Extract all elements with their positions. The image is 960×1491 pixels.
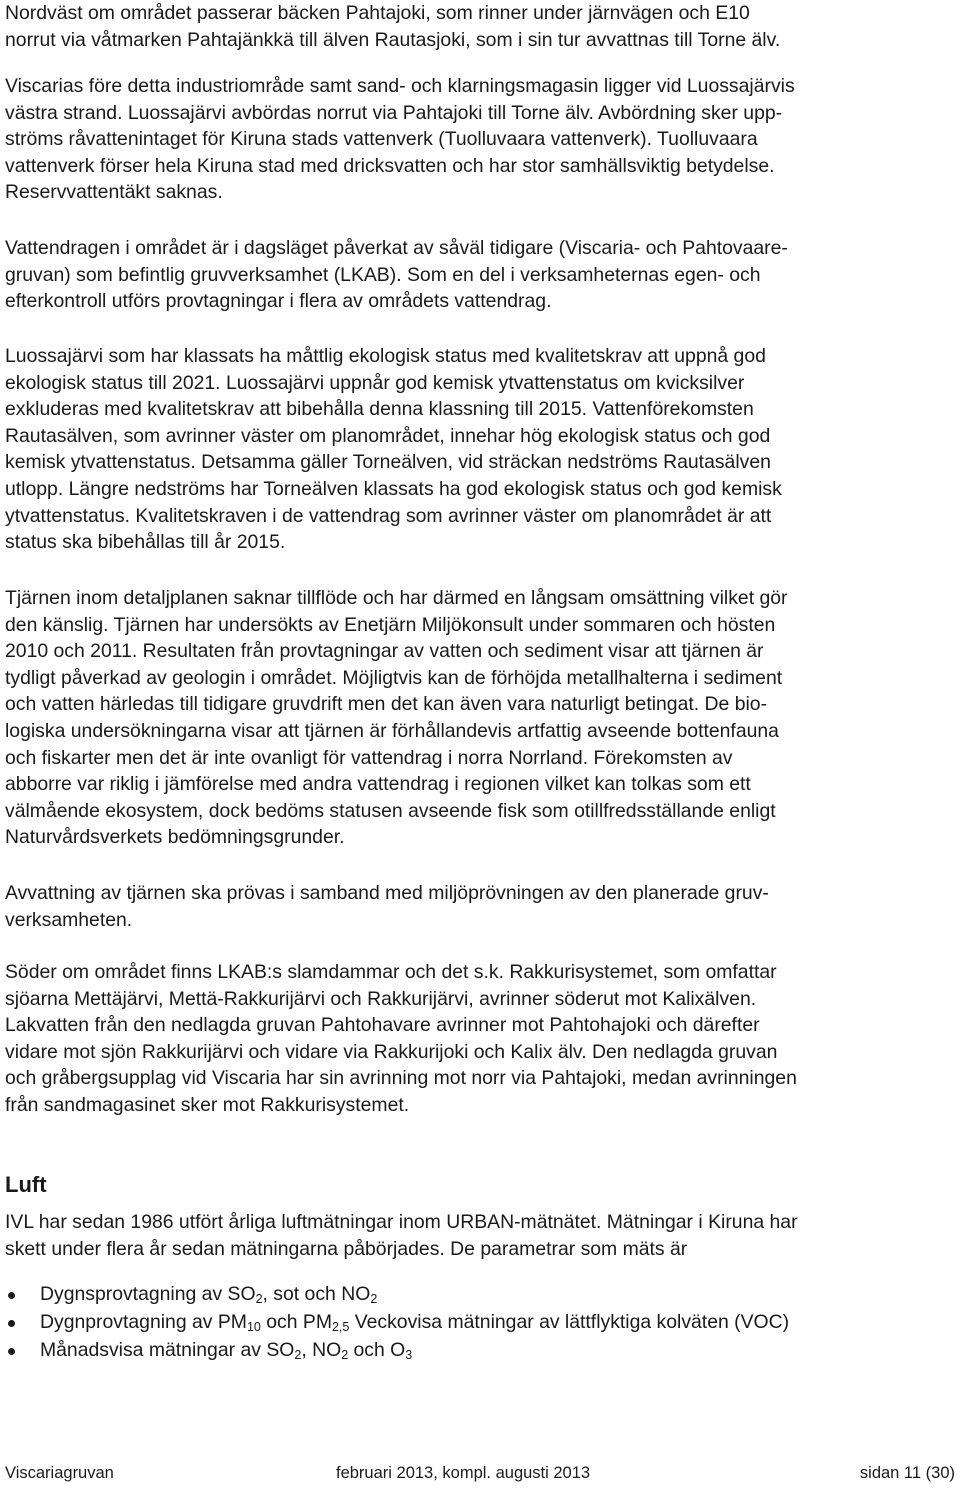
text-line: Nordväst om området passerar bäcken Pahtajoki, som rinner under järnvägen och E10 (5, 2, 750, 24)
text-line: kemisk ytvattenstatus. Detsamma gäller Torneälven, vid sträckan nedströms Rautasälven (5, 451, 771, 474)
footer-date: februari 2013, kompl. augusti 2013 (336, 1464, 591, 1482)
text-line: status ska bibehållas till år 2015. (5, 531, 286, 554)
bullet-icon (8, 1348, 15, 1355)
paragraph-pond (5, 585, 955, 851)
text-line: och fiskarter men det är inte ovanligt för vattendrag i norra Norrland. Förekomsten av (5, 746, 733, 769)
bullet-icon (8, 1292, 15, 1299)
text-line: västra strand. Luossajärvi avbördas norrut via Pahtajoki till Torne älv. Avbördning sker upp- (5, 101, 783, 124)
text-line: från sandmagasinet sker mot Rakkurisystemet. (5, 1093, 410, 1116)
text-line: Naturvårdsverkets bedömningsgrunder. (5, 826, 345, 849)
text-line: IVL har sedan 1986 utfört årliga luftmätningar inom URBAN-mätnätet. Mätningar i Kiruna har (5, 1211, 798, 1233)
text-line: ytvattenstatus. Kvalitetskraven i de vattendrag som avrinner väster om planområdet är att (5, 504, 772, 527)
text-line: exkluderas med kvalitetskrav att bibehålla denna klassning till 2015. Vattenförekomsten (5, 398, 754, 421)
text-line: 2010 och 2011. Resultaten från provtagningar av vatten och sediment visar att tjärnen är (5, 640, 764, 663)
paragraph-ecological-status (5, 343, 955, 556)
text-line: Söder om området finns LKAB:s slamdammar och det s.k. Rakkurisystemet, som omfattar (5, 961, 777, 983)
text-line: verksamheten. (5, 908, 133, 931)
text-line: skett under flera år sedan mätningarna påbörjades. De parametrar som mäts är (5, 1237, 688, 1260)
text-line: Vattendragen i området är i dagsläget påverkat av såväl tidigare (Viscaria- och Pahtovaare- (5, 237, 788, 259)
text-line: den känslig. Tjärnen har undersökts av Enetjärn Miljökonsult under sommaren och hösten (5, 613, 776, 636)
text-line: och vatten härledas till tidigare gruvdrift men det kan även vara naturligt betingat. De bio- (5, 693, 768, 716)
text-line: vattenverk förser hela Kiruna stad med dricksvatten och har stor samhällsviktig betydelse. (5, 154, 775, 177)
paragraph-watercourses-impact (5, 235, 955, 315)
text-line: vidare mot sjön Rakkurijärvi och vidare via Rakkurijoki och Kalix älv. Den nedlagda gruvan (5, 1040, 778, 1063)
text-line: välmående ekosystem, dock bedöms statusen avseende fisk som otillfredsställande enligt (5, 799, 776, 822)
section-heading-air: Luft (5, 1172, 47, 1197)
text-line: logiska undersökningarna visar att tjärnen är förhållandevis artfattig avseende bottenfauna (5, 719, 779, 742)
list-item: Månadsvisa mätningar av $SO_2$, $NO_2$ och $O_3$ (0, 1337, 960, 1365)
text-line: tydligt påverkad av geologin i området. Möjligtvis kan de förhöjda metallhalterna i sediment (5, 666, 783, 689)
text-line: norrut via våtmarken Pahtajänkkä till älven Rautasjoki, som i sin tur avvattnas till Torne älv. (5, 28, 781, 51)
measurement-list (0, 1281, 960, 1364)
text-line: Lakvatten från den nedlagda gruvan Pahtohavare avrinner mot Pahtohajoki och därefter (5, 1014, 760, 1037)
text-line: ekologisk status till 2021. Luossajärvi uppnår god kemisk ytvattenstatus om kvicksilver (5, 371, 745, 394)
text-line: Avvattning av tjärnen ska prövas i samband med miljöprövningen av den planerade gruv- (5, 882, 769, 904)
text-line: efterkontroll utförs provtagningar i flera av områdets vattendrag. (5, 290, 552, 313)
paragraph-air-intro (5, 1209, 955, 1262)
page-footer (5, 1462, 955, 1484)
text-line: och gråbergsupplag vid Viscaria har sin avrinning mot norr via Pahtajoki, medan avrinningen (5, 1067, 797, 1090)
text-line: utlopp. Längre nedströms har Torneälven klassats ha god ekologisk status och god kemisk (5, 477, 782, 500)
text-line: Viscarias före detta industriområde samt sand- och klarningsmagasin ligger vid Luossajärvis (5, 75, 795, 97)
paragraph-drainage-north (5, 0, 955, 53)
text-line: Luossajärvi som har klassats ha måttlig ekologisk status med kvalitetskrav att uppnå god (5, 345, 766, 367)
text-line: Tjärnen inom detaljplanen saknar tillflöde och har därmed en långsam omsättning vilket gör (5, 587, 788, 609)
text-line: ströms råvattenintaget för Kiruna stads vattenverk (Tuolluvaara vattenverk). Tuolluvaara (5, 128, 758, 151)
text-line: gruvan) som befintlig gruvverksamhet (LKAB). Som en del i verksamheternas egen- och (5, 263, 761, 286)
paragraph-rakkuri-system (5, 959, 955, 1119)
list-item: Dygnsprovtagning av $SO_2$, sot och $NO_2$ (0, 1281, 960, 1309)
bullet-icon (8, 1320, 15, 1327)
footer-page-number: sidan 11 (30) (859, 1464, 955, 1482)
text-line: sjöarna Mettäjärvi, Mettä-Rakkurijärvi och Rakkurijärvi, avrinner söderut mot Kalixälven. (5, 987, 757, 1010)
text-line: abborre var riklig i jämförelse med andra vattendrag i regionen vilket kan tolkas som ett (5, 773, 751, 796)
paragraph-dewatering (5, 880, 955, 933)
text-line: Reservvattentäkt saknas. (5, 181, 223, 204)
footer-document-title: Viscariagruvan (5, 1464, 114, 1482)
text-line: Rautasälven, som avrinner väster om planområdet, innehar hög ekologisk status och god (5, 424, 771, 447)
list-item: Dygnprovtagning av $PM_{10}$ och $PM_{2,5}$ Veckovisa mätningar av lättflyktiga kolväten (VOC) (0, 1309, 960, 1337)
paragraph-viscaria-industrial-area (5, 73, 955, 206)
